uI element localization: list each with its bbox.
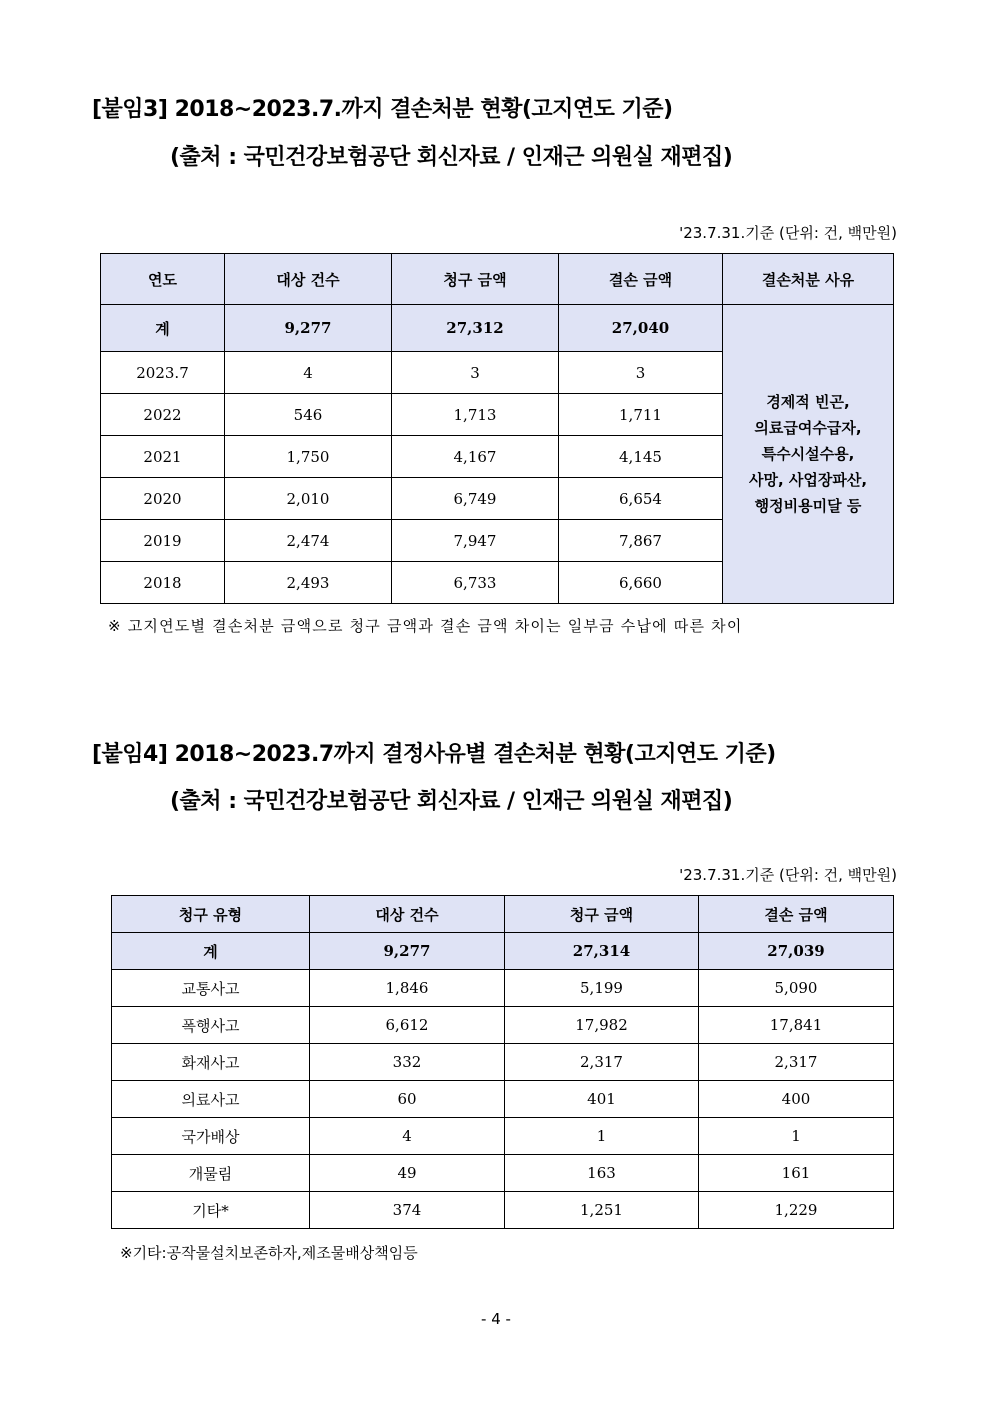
claim-cell: 7,947 [392,520,559,562]
type-cell: 의료사고 [112,1081,310,1118]
header-type: 청구 유형 [112,896,310,933]
count-cell: 4 [225,352,392,394]
reason-line: 경제적 빈곤, [766,393,850,411]
claim-cell: 3 [392,352,559,394]
count-cell: 4 [310,1118,505,1155]
total-label: 계 [101,305,225,352]
type-cell: 국가배상 [112,1118,310,1155]
claim-cell: 5,199 [505,970,699,1007]
count-cell: 2,010 [225,478,392,520]
loss-cell: 161 [699,1155,894,1192]
claim-cell: 1 [505,1118,699,1155]
table-row [112,1044,894,1081]
count-cell: 374 [310,1192,505,1229]
loss-cell: 4,145 [559,436,723,478]
count-cell: 49 [310,1155,505,1192]
loss-cell: 7,867 [559,520,723,562]
table-row [112,1192,894,1229]
header-claim: 청구 금액 [505,896,699,933]
claim-cell: 1,251 [505,1192,699,1229]
section3-source: (출처 : 국민건강보험공단 회신자료 / 인재근 의원실 재편집) [170,145,733,170]
total-label: 계 [112,933,310,970]
table-row [112,1081,894,1118]
count-cell: 2,493 [225,562,392,604]
claim-cell: 163 [505,1155,699,1192]
total-row [112,933,894,970]
reason-line: 사망, 사업장파산, [748,471,868,489]
loss-cell: 3 [559,352,723,394]
total-claim: 27,312 [392,305,559,352]
year-cell: 2023.7 [101,352,225,394]
header-count: 대상 건수 [225,254,392,305]
total-count: 9,277 [225,305,392,352]
section3-table [100,253,894,604]
loss-cell: 2,317 [699,1044,894,1081]
count-cell: 6,612 [310,1007,505,1044]
section4-header-row [112,896,894,933]
type-cell: 교통사고 [112,970,310,1007]
year-cell: 2020 [101,478,225,520]
claim-cell: 1,713 [392,394,559,436]
loss-cell: 5,090 [699,970,894,1007]
claim-cell: 4,167 [392,436,559,478]
count-cell: 332 [310,1044,505,1081]
reason-cell [723,305,894,604]
count-cell: 1,750 [225,436,392,478]
type-cell: 개물림 [112,1155,310,1192]
type-cell: 기타* [112,1192,310,1229]
type-cell: 폭행사고 [112,1007,310,1044]
loss-cell: 17,841 [699,1007,894,1044]
claim-cell: 401 [505,1081,699,1118]
total-count: 9,277 [310,933,505,970]
section3-note: ※ 고지연도별 결손처분 금액으로 청구 금액과 결손 금액 차이는 일부금 수납에 따른 차이 [108,617,743,635]
loss-cell: 6,654 [559,478,723,520]
total-loss: 27,039 [699,933,894,970]
loss-cell: 1 [699,1118,894,1155]
year-cell: 2018 [101,562,225,604]
total-loss: 27,040 [559,305,723,352]
header-year: 연도 [101,254,225,305]
year-cell: 2021 [101,436,225,478]
header-loss: 결손 금액 [699,896,894,933]
count-cell: 1,846 [310,970,505,1007]
header-claim: 청구 금액 [392,254,559,305]
reason-line: 특수시설수용, [761,445,855,463]
header-count: 대상 건수 [310,896,505,933]
year-cell: 2022 [101,394,225,436]
section3-unit: '23.7.31.기준 (단위: 건, 백만원) [679,224,897,242]
page-number: - 4 - [481,1310,511,1328]
section4-source: (출처 : 국민건강보험공단 회신자료 / 인재근 의원실 재편집) [170,789,733,814]
total-claim: 27,314 [505,933,699,970]
table-row [112,1155,894,1192]
count-cell: 60 [310,1081,505,1118]
section4-title: [붙임4] 2018~2023.7까지 결정사유별 결손처분 현황(고지연도 기준) [92,742,776,767]
claim-cell: 6,733 [392,562,559,604]
claim-cell: 17,982 [505,1007,699,1044]
section4-table [111,895,894,1229]
count-cell: 546 [225,394,392,436]
loss-cell: 1,711 [559,394,723,436]
table-row [112,1118,894,1155]
type-cell: 화재사고 [112,1044,310,1081]
section4-note: ※기타:공작물설치보존하자,제조물배상책임등 [120,1244,418,1262]
year-cell: 2019 [101,520,225,562]
section4-unit: '23.7.31.기준 (단위: 건, 백만원) [679,866,897,884]
count-cell: 2,474 [225,520,392,562]
loss-cell: 1,229 [699,1192,894,1229]
table-row [112,1007,894,1044]
loss-cell: 400 [699,1081,894,1118]
section3-header-row [101,254,894,305]
table-row [112,970,894,1007]
reason-line: 행정비용미달 등 [754,497,862,515]
claim-cell: 6,749 [392,478,559,520]
total-row [101,305,894,352]
header-loss: 결손 금액 [559,254,723,305]
loss-cell: 6,660 [559,562,723,604]
header-reason: 결손처분 사유 [723,254,894,305]
section3-title: [붙임3] 2018~2023.7.까지 결손처분 현황(고지연도 기준) [92,97,673,122]
reason-line: 의료급여수급자, [754,419,862,437]
claim-cell: 2,317 [505,1044,699,1081]
